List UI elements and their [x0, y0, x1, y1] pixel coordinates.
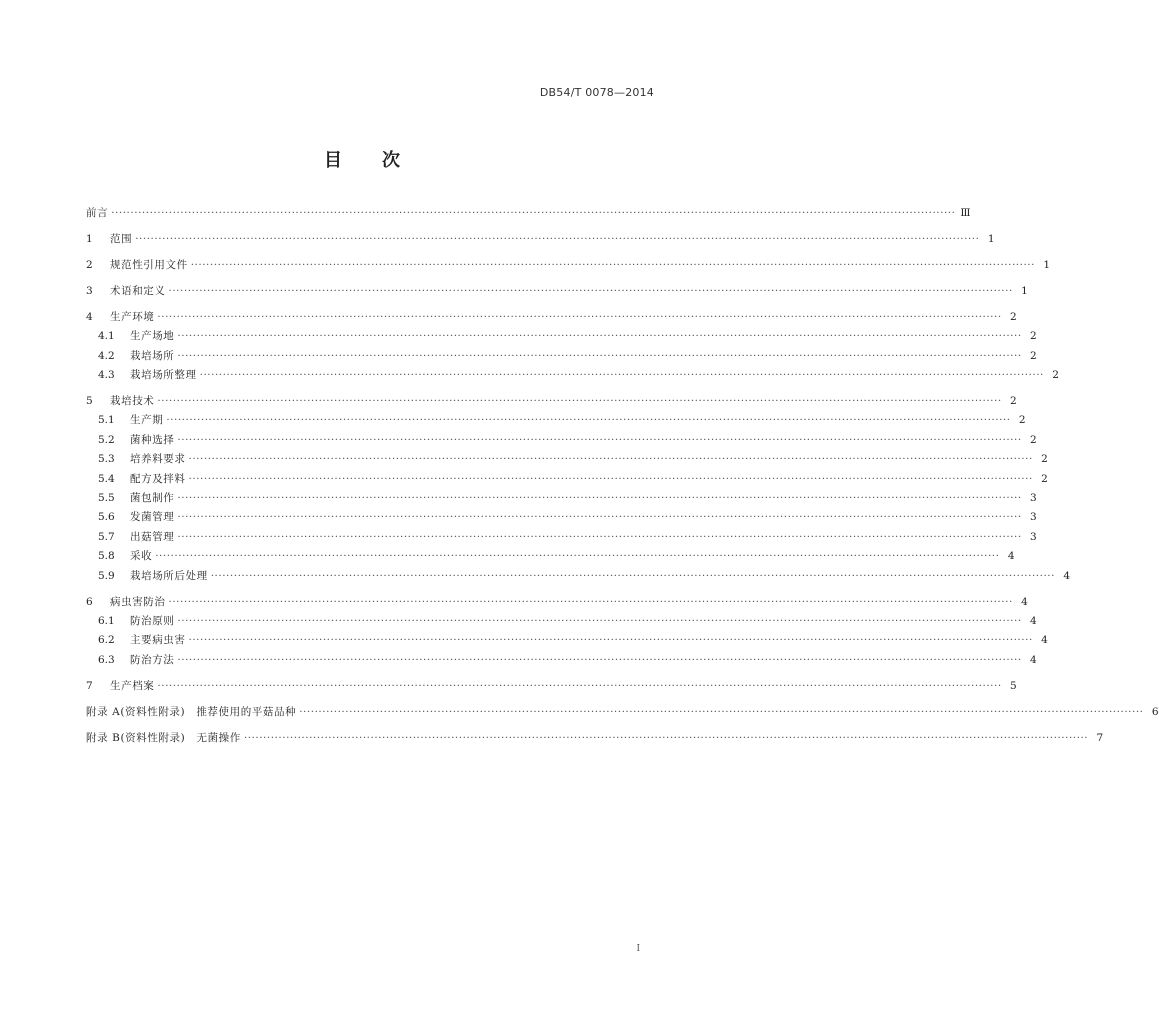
toc-entry-number: 5.1: [98, 414, 115, 427]
toc-entry-label: 附录 B(资料性附录) 无菌操作: [86, 731, 241, 744]
toc-leader-dots: ····························································································································································································································: [299, 705, 1144, 718]
toc-entry-page: 2: [1010, 395, 1017, 408]
toc-entry[interactable]: [86, 450, 1048, 469]
toc-entry-number: 5.8: [98, 550, 115, 563]
toc-leader-dots: ····························································································································································································································: [168, 595, 1013, 608]
toc-entry-page: 3: [1030, 530, 1037, 543]
toc-entry-page: 7: [1096, 731, 1104, 744]
toc-entry-label: 配方及拌料: [130, 472, 186, 485]
toc-leader-dots: ····························································································································································································································: [177, 511, 1022, 524]
toc-entry-number: 6.3: [98, 653, 115, 666]
toc-entry-page: 4: [1021, 595, 1028, 608]
toc-entry-number: 4.3: [98, 369, 115, 382]
toc-entry-number: 4.2: [98, 349, 115, 362]
toc-entry[interactable]: [86, 230, 995, 249]
toc-leader-dots: ····························································································································································································································: [188, 453, 1033, 466]
toc-leader-dots: ····························································································································································································································: [157, 310, 1002, 323]
toc-entry[interactable]: [86, 612, 1037, 631]
toc-entry-number: 3: [86, 284, 93, 297]
toc-entry[interactable]: [86, 677, 1017, 696]
title-char-2: 次: [382, 150, 400, 171]
toc-entry[interactable]: [86, 470, 1048, 489]
toc-leader-dots: ····························································································································································································································: [177, 349, 1022, 362]
toc-entry-label: 菌种选择: [130, 433, 175, 446]
toc-entry-label: 出菇管理: [130, 530, 175, 543]
toc-entry-page: 4: [1030, 653, 1037, 666]
toc-leader-dots: ····························································································································································································································: [111, 207, 956, 219]
toc-entry-page: 2: [1041, 472, 1048, 485]
toc-entry-page: 4: [1030, 614, 1037, 627]
toc-entry-label: 规范性引用文件: [110, 258, 188, 271]
toc-entry-number: 6: [86, 595, 93, 608]
table-of-contents: [86, 204, 1159, 748]
toc-entry-label: 栽培场所: [130, 349, 175, 362]
toc-entry-number: 5: [86, 395, 93, 408]
toc-entry[interactable]: [86, 308, 1017, 327]
toc-entry-label: 培养料要求: [130, 453, 186, 466]
toc-entry-page: 4: [1041, 634, 1048, 647]
toc-entry-page: 5: [1010, 679, 1017, 692]
toc-entry[interactable]: [86, 703, 1159, 722]
toc-entry-label: 附录 A(资料性附录) 推荐使用的平菇品种: [86, 705, 297, 718]
toc-entry-number: 5.2: [98, 433, 115, 446]
toc-entry[interactable]: [86, 729, 1104, 748]
toc-entry-page: 2: [1030, 349, 1037, 362]
toc-leader-dots: ····························································································································································································································: [177, 530, 1022, 543]
toc-entry-page: 2: [1018, 414, 1026, 427]
toc-entry-number: 5.5: [98, 492, 115, 505]
toc-entry[interactable]: [86, 366, 1059, 385]
toc-leader-dots: ····························································································································································································································: [188, 472, 1033, 485]
toc-entry[interactable]: [86, 204, 971, 223]
toc-entry[interactable]: [86, 489, 1037, 508]
toc-leader-dots: ····························································································································································································································: [135, 232, 980, 245]
toc-entry[interactable]: [86, 411, 1026, 430]
toc-leader-dots: ····························································································································································································································: [243, 731, 1089, 744]
toc-entry-number: 5.4: [98, 472, 115, 485]
toc-entry-number: 5.6: [98, 511, 115, 524]
toc-entry[interactable]: [86, 347, 1037, 366]
toc-leader-dots: ····························································································································································································································: [177, 653, 1022, 666]
page-number: I: [636, 944, 640, 954]
toc-leader-dots: ····························································································································································································································: [177, 614, 1022, 627]
toc-entry-number: 6.1: [98, 614, 115, 627]
toc-entry-number: 4: [86, 310, 93, 323]
toc-entry-page: 2: [1041, 453, 1048, 466]
toc-leader-dots: ····························································································································································································································: [166, 414, 1011, 427]
toc-entry-number: 7: [86, 679, 93, 692]
document-code: DB54/T 0078—2014: [539, 86, 654, 99]
toc-entry-label: 病虫害防治: [110, 595, 166, 608]
title-char-1: 目: [324, 150, 342, 171]
toc-entry[interactable]: [86, 282, 1028, 301]
toc-entry-label: 栽培技术: [110, 395, 155, 408]
toc-leader-dots: ····························································································································································································································: [155, 550, 1000, 563]
toc-entry-label: 生产期: [130, 414, 164, 427]
toc-leader-dots: ····························································································································································································································: [177, 330, 1022, 343]
toc-entry-page: 1: [1043, 258, 1050, 271]
toc-entry-number: 5.3: [98, 453, 115, 466]
toc-entry-page: 1: [1021, 284, 1028, 297]
toc-leader-dots: ····························································································································································································································: [210, 569, 1055, 582]
toc-entry-page: 6: [1151, 705, 1159, 718]
toc-entry-label: 主要病虫害: [130, 634, 186, 647]
toc-entry-label: 采收: [130, 550, 153, 563]
page-title: [0, 146, 724, 172]
toc-entry-page: 2: [1030, 330, 1037, 343]
toc-entry-label: 生产环境: [110, 310, 155, 323]
toc-entry-number: 4.1: [98, 330, 115, 343]
toc-entry-page: 4: [1063, 569, 1070, 582]
toc-entry-number: 5.7: [98, 530, 115, 543]
toc-leader-dots: ····························································································································································································································: [177, 492, 1022, 505]
toc-entry[interactable]: [86, 508, 1037, 527]
toc-leader-dots: ····························································································································································································································: [177, 433, 1022, 446]
toc-leader-dots: ····························································································································································································································: [168, 284, 1013, 297]
toc-entry-page: 2: [1010, 310, 1017, 323]
toc-entry[interactable]: [86, 327, 1037, 346]
toc-entry[interactable]: [86, 431, 1037, 450]
toc-entry[interactable]: [86, 256, 1050, 275]
toc-entry-label: 栽培场所整理: [130, 369, 197, 382]
toc-entry-label: 生产场地: [130, 330, 175, 343]
toc-entry-label: 生产档案: [110, 679, 155, 692]
toc-entry[interactable]: [86, 392, 1017, 411]
toc-entry[interactable]: [86, 567, 1070, 586]
toc-entry[interactable]: [86, 547, 1015, 566]
toc-entry-label: 防治方法: [130, 653, 175, 666]
toc-entry-page: 2: [1052, 369, 1059, 382]
toc-entry-label: 栽培场所后处理: [130, 569, 208, 582]
toc-entry-label: 防治原则: [130, 614, 175, 627]
toc-entry-page: 3: [1030, 492, 1037, 505]
toc-entry[interactable]: [86, 651, 1037, 670]
toc-entry-number: 2: [86, 258, 93, 271]
toc-entry-number: 1: [86, 232, 93, 245]
toc-entry-label: 术语和定义: [110, 284, 166, 297]
toc-leader-dots: ····························································································································································································································: [188, 634, 1033, 647]
toc-leader-dots: ····························································································································································································································: [157, 395, 1002, 408]
toc-entry[interactable]: [86, 528, 1037, 547]
toc-entry-page: 3: [1030, 511, 1037, 524]
toc-leader-dots: ····························································································································································································································: [199, 369, 1044, 382]
toc-entry-number: 5.9: [98, 569, 115, 582]
toc-leader-dots: ····························································································································································································································: [190, 258, 1035, 271]
toc-entry-page: Ⅲ: [960, 207, 971, 219]
toc-leader-dots: ····························································································································································································································: [157, 679, 1002, 692]
toc-entry-number: 6.2: [98, 634, 115, 647]
toc-entry-page: 2: [1030, 433, 1037, 446]
toc-entry-label: 菌包制作: [130, 492, 175, 505]
toc-entry-label: 范围: [110, 232, 133, 245]
toc-entry-label: 发菌管理: [130, 511, 175, 524]
toc-entry[interactable]: [86, 631, 1048, 650]
toc-entry-label: 前言: [86, 207, 109, 219]
toc-entry-page: 4: [1007, 550, 1015, 563]
toc-entry[interactable]: [86, 593, 1028, 612]
toc-entry-page: 1: [987, 232, 995, 245]
